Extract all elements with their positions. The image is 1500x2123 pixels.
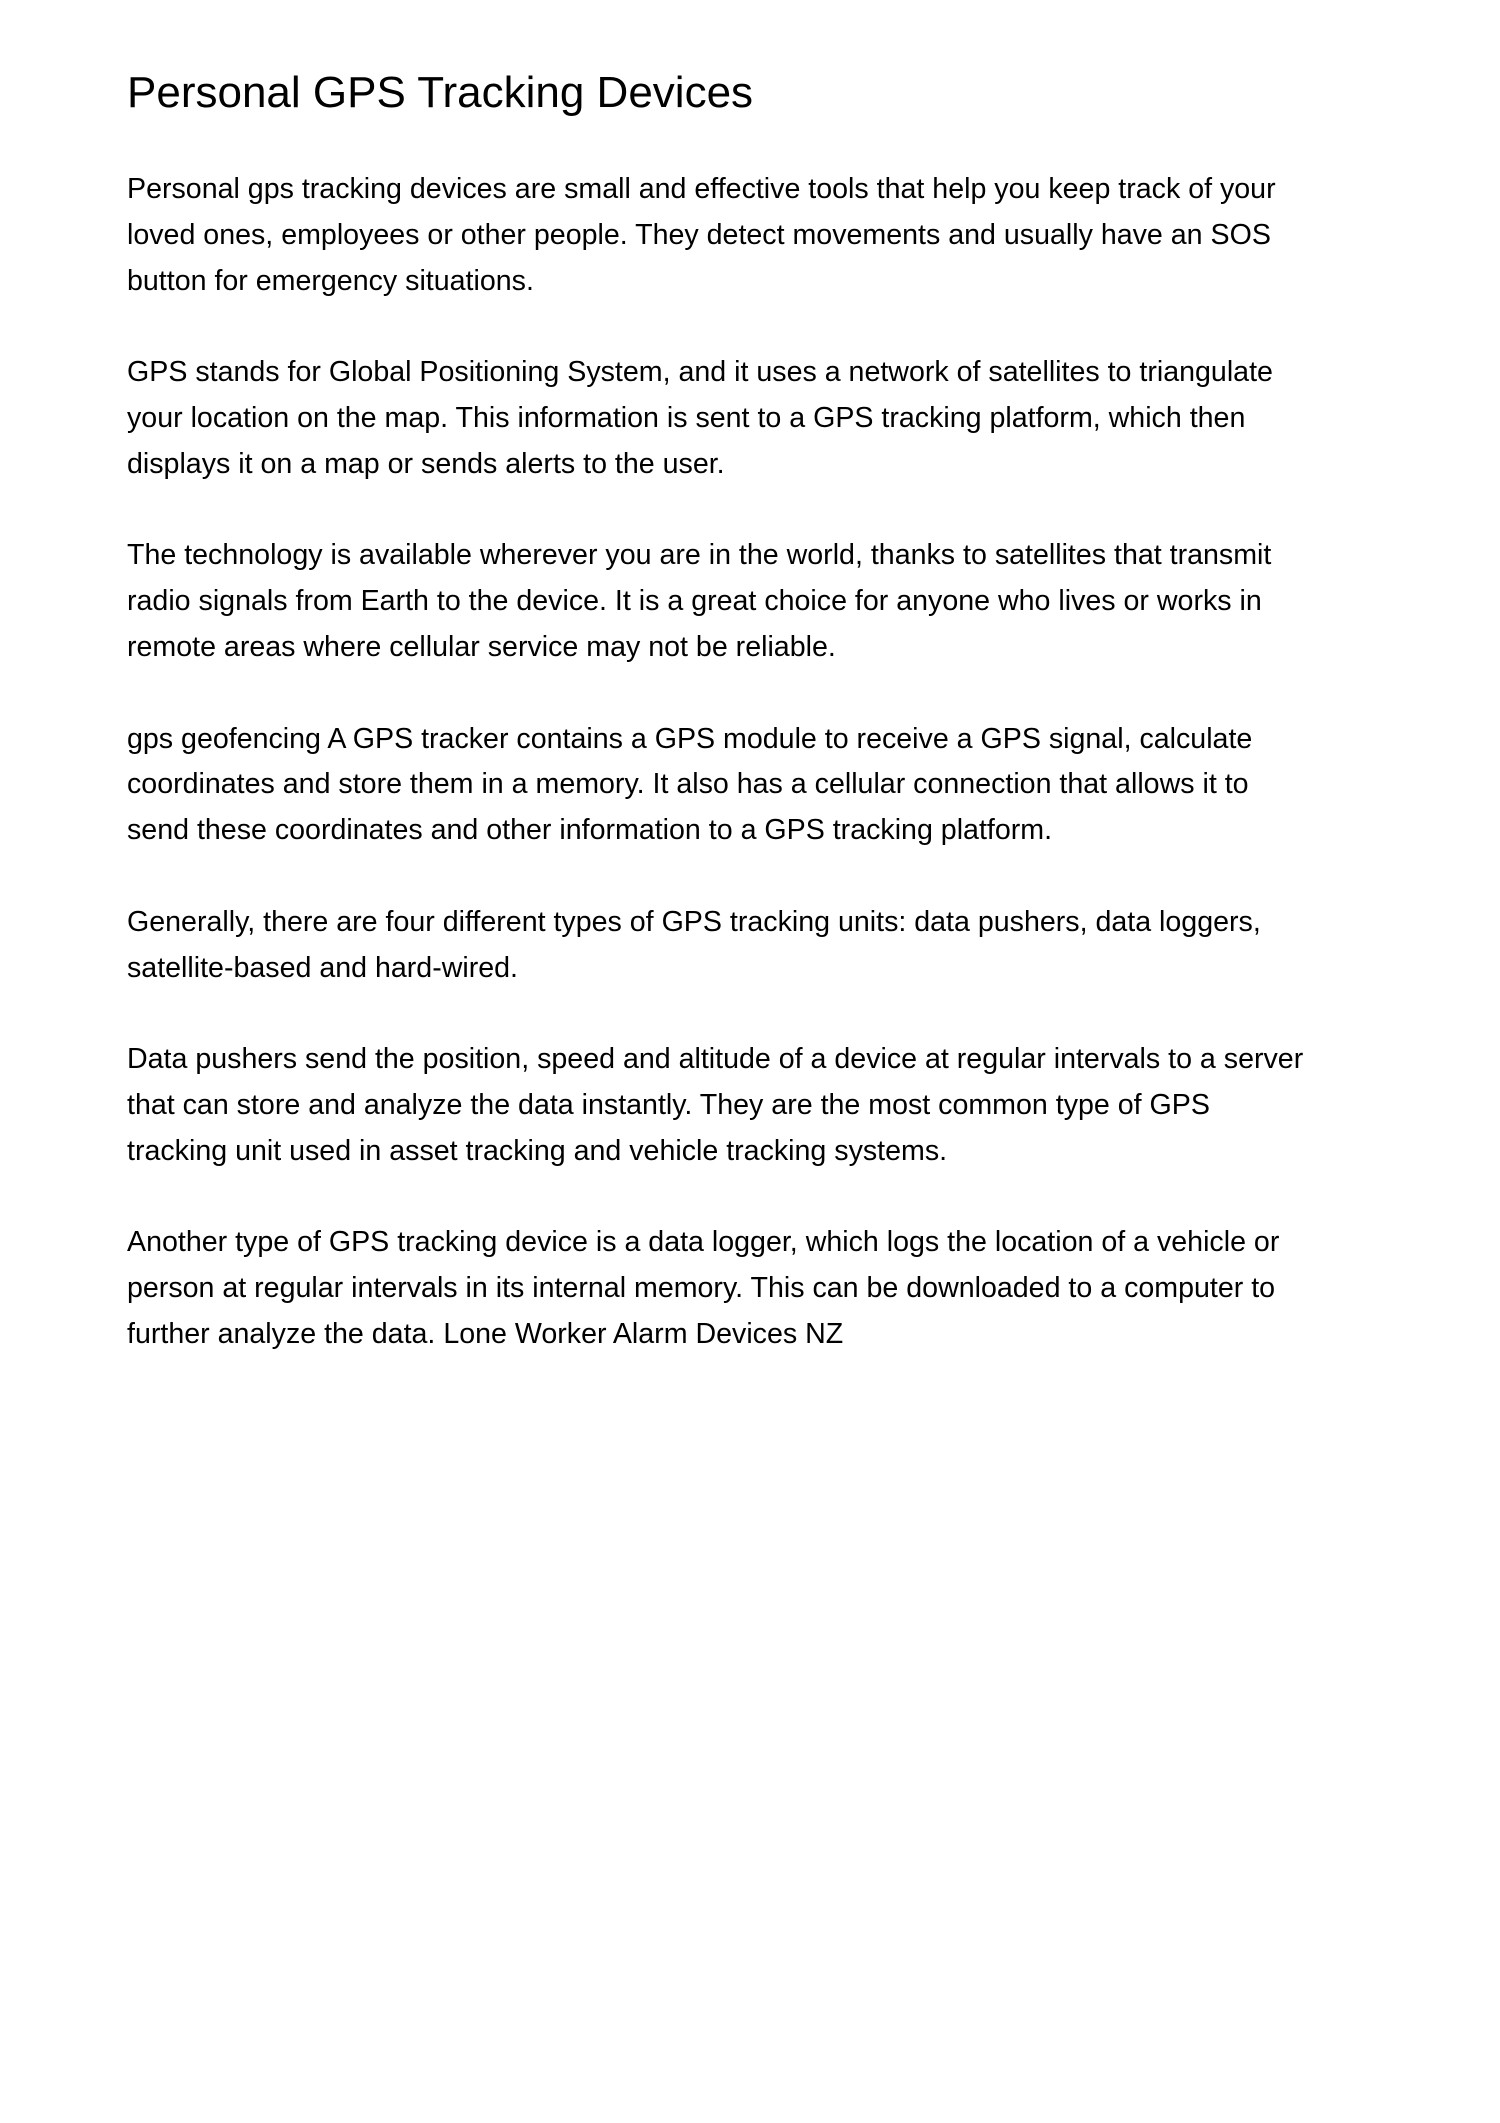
text-line: satellite-based and hard-wired. [127,951,518,984]
text-line: GPS stands for Global Positioning System, and it uses a network of satellites to triangulate [127,356,1273,389]
text-line: The technology is available wherever you are in the world, thanks to satellites that transmit [127,539,1272,572]
text-line: your location on the map. This information is sent to a GPS tracking platform, which then [127,401,1246,434]
text-line: further analyze the data. Lone Worker Alarm Devices NZ [127,1317,844,1350]
article-body [127,167,1417,1404]
paragraph-intro [127,167,1417,304]
paragraph-data-pushers [127,1037,1417,1174]
paragraph-types [127,900,1417,992]
text-line: radio signals from Earth to the device. It is a great choice for anyone who lives or works in [127,585,1262,618]
text-line: send these coordinates and other information to a GPS tracking platform. [127,814,1053,847]
text-line: Data pushers send the position, speed and altitude of a device at regular intervals to a server [127,1043,1304,1076]
text-line: displays it on a map or sends alerts to the user. [127,447,725,480]
paragraph-geofencing [127,717,1417,854]
text-line: button for emergency situations. [127,264,534,297]
paragraph-gps-definition [127,350,1417,487]
text-line: person at regular intervals in its internal memory. This can be downloaded to a computer to [127,1272,1276,1305]
text-line: tracking unit used in asset tracking and vehicle tracking systems. [127,1134,948,1167]
text-line: loved ones, employees or other people. They detect movements and usually have an SOS [127,218,1271,251]
text-line: remote areas where cellular service may not be reliable. [127,630,836,663]
text-line: Personal gps tracking devices are small and effective tools that help you keep track of your [127,173,1276,205]
paragraph-data-logger [127,1220,1417,1357]
paragraph-availability [127,533,1417,670]
text-line: that can store and analyze the data instantly. They are the most common type of GPS [127,1088,1210,1121]
text-line: Another type of GPS tracking device is a data logger, which logs the location of a vehicle or [127,1226,1280,1259]
page-title: Personal GPS Tracking Devices [127,68,754,117]
text-line: gps geofencing A GPS tracker contains a GPS module to receive a GPS signal, calculate [127,722,1253,755]
text-line: coordinates and store them in a memory. It also has a cellular connection that allows it to [127,768,1249,801]
text-line: Generally, there are four different types of GPS tracking units: data pushers, data loggers, [127,905,1261,938]
